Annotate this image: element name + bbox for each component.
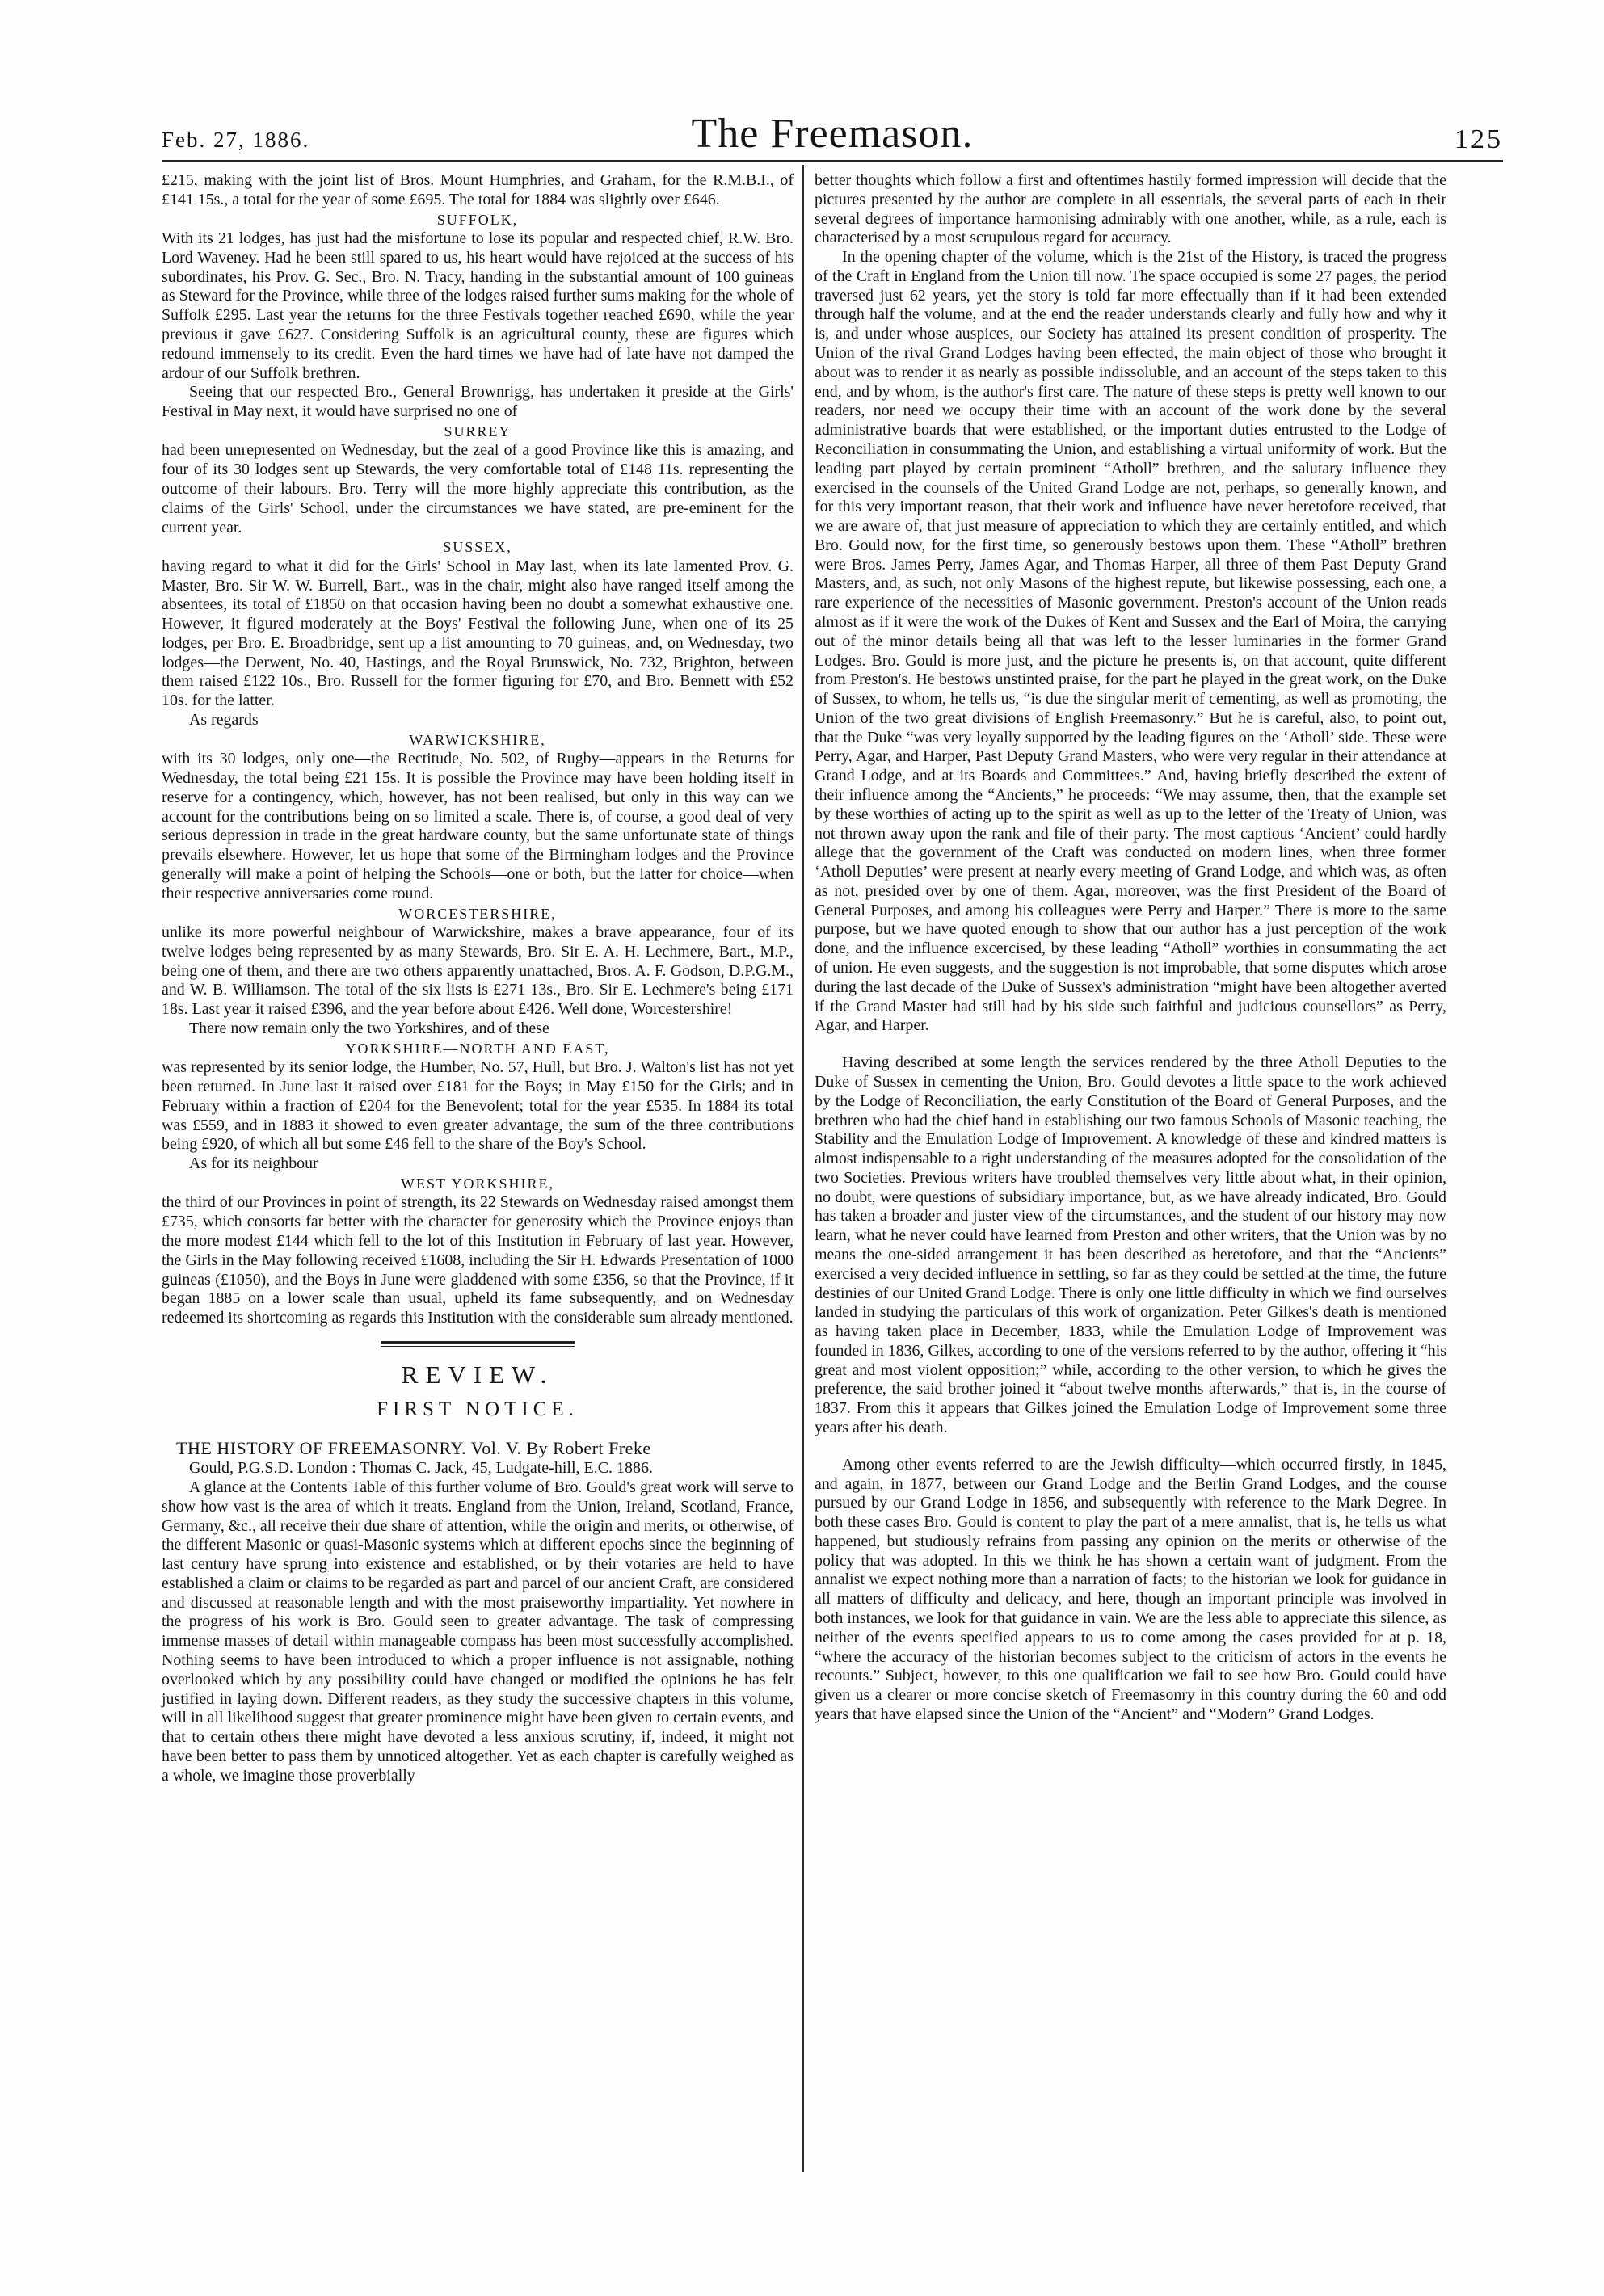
suffolk-paragraph: With its 21 lodges, has just had the misfortune to lose its popular and respected chief, R.W. Bro. Lord Waveney. Had he been still spared to us, his heart would have rejoiced at the success of his subordinates, his Prov. G. Sec., Bro. N. Tracy, handing in the substantial amount of 100 guineas as Steward for the Province, while three of the lodges raised further sums making for the whole of Suffolk £295. Last year the returns for the three Festivals together reached £690, while the year previous it gave £627. Considering Suffolk is an agricultural county, these are figures which redound immensely to its credit. Even the hard times we have had of late have not damped the ardour of our Suffolk brethren.: [162, 229, 794, 382]
section-heading-sussex: SUSSEX,: [443, 539, 512, 556]
column-divider: [802, 165, 804, 2172]
intro-paragraph: £215, making with the joint list of Bros. Mount Humphries, and Graham, for the R.M.B.I., of £141 15s., a total for the year of some £695. The total for 1884 was slightly over £646.: [162, 171, 794, 208]
yorkshires-line: There now remain only the two Yorkshires, and of these: [189, 1019, 549, 1037]
west-yorkshire-paragraph: the third of our Provinces in point of strength, its 22 Stewards on Wednesday raised amongst them £735, which consorts far better with the character for generosity which the Province enjoys than the more modest £144 which fell to the lot of this Institution in February of last year. However, the Girls in the May following received £1608, including the Sir H. Edwards Presentation of 1000 guineas (£1050), and the Boys in June were gladdened with some £356, so that the Province, if it began 1885 on a lower scale than usual, upheld its fame subsequently, and on Wednesday redeemed its shortcoming as regards this Institution with the considerable sum already mentioned.: [162, 1193, 794, 1327]
book-details: Gould, P.G.S.D. London : Thomas C. Jack, 45, Ludgate-hill, E.C. 1886.: [189, 1459, 654, 1478]
sussex-paragraph: having regard to what it did for the Girls' School in May last, when its late lamented Prov. G. Master, Bro. Sir W. W. Burrell, Bart., was in the chair, might also have ranged itself among the absentees, its total of £1850 on that occasion having been no doubt a somewhat exhaustive one. However, it figured moderately at the Boys' Festival the following June, when one of its 25 lodges, per Bro. E. Broadbridge, sent up a list amounting to 70 guineas, and, on Wednesday, two lodges—the Derwent, No. 40, Hastings, and the Royal Brunswick, No. 732, Brighton, between them raised £122 10s., Bro. Russell for the former figuring for £70, and Bro. Bennett with £52 10s. for the latter.: [162, 557, 794, 710]
yorkshire-north-east-paragraph: was represented by its senior lodge, the Humber, No. 57, Hull, but Bro. J. Walton's list has not yet been returned. In June last it raised over £181 for the Boys; in May £150 for the Girls; and in February within a fraction of £204 for the Benevolent; total for the year £535. In 1884 its total was £559, and in 1883 it showed to even greater advantage, the sum of the three contributions being £920, of which all but some £46 fell to the share of the Boy's School.: [162, 1058, 794, 1154]
review-paragraph-union: In the opening chapter of the volume, which is the 21st of the History, is traced the progress of the Craft in England from the Union till now. The space occupied is some 27 pages, the period traversed just 62 years, yet the story is told far more effectually than if it had been extended through half the volume, and at the end the reader understands clearly and fully how and why it is, and under whose auspices, our Society has attained its present condition of prosperity. The Union of the rival Grand Lodges having been effected, the main object of those who brought it about was to render it as nearly as possible indissoluble, and an account of the steps taken to this end, and by whom, is the author's first care. The nature of these steps is pretty well known to our readers, nor need we occupy their time with an account of the work done by the several administrative boards that were established, or the important duties entrusted to the Lodge of Reconciliation in consummating the Union, and establishing a virtual uniformity of work. But the leading part played by certain prominent “Atholl” brethren, and the salutary influence they exercised in the counsels of the United Grand Lodge are not, perhaps, so generally known, and for this very important reason, that their work and influence have never heretofore received, that we are aware of, that just measure of appreciation to which they are certainly entitled, and which Bro. Gould now, for the first time, so generously bestows upon them. These “Atholl” brethren were Bros. James Perry, James Agar, and Thomas Harper, all three of them Past Deputy Grand Masters, and, as such, not only Masons of the highest repute, but likewise possessing, each one, a rare experience of the necessities of Masonic government. Preston's account of the Union reads almost as if it were the work of the Dukes of Kent and Sussex and the Earl of Moira, the carrying out of the minor details being all that was left to the lesser luminaries in the former Grand Lodges. Bro. Gould is more just, and the picture he presents is, on that account, quite different from Preston's. He bestows unstinted praise, for the part he played in the great work, on the Duke of Sussex, to whom, he tells us, “is due the singular merit of cementing, as well as promoting, the Union of the two great divisions of English Freemasonry.” But he is careful, also, to point out, that the Duke “was very loyally supported by the leading figures on the ‘Atholl’ side. These were Perry, Agar, and Harper, Past Deputy Grand Masters, who were very regular in their attendance at Grand Lodge, and at its Boards and Committees.” And, having briefly described the extent of their influence among the “Ancients,” he proceeds: “We may assume, then, that the example set by these worthies of acting up to the spirit as well as up to the letter of the Treaty of Union, was not thrown away upon the rank and file of their party. The most captious ‘Ancient’ could hardly allege that the government of the Craft was conducted on modern lines, when three former ‘Atholl Deputies’ were present at nearly every meeting of Grand Lodge, and which was, as often as not, presided over by one of them. Agar, moreover, was the first President of the Board of General Purposes, and among his colleagues were Perry and Harper.” There is more to the same purpose, but we have quoted enough to show that our author has a just perception of the work done, and the influence excercised, by these leading “Atholl” worthies in consummating the act of union. He even suggests, and the suggestion is not improbable, that some disputes which arose during the last decade of the Duke of Sussex's administration “might have been altogether averted if the Grand Master had still had by his side such faithful and judicious counsellors” as Perry, Agar, and Harper.: [815, 248, 1446, 1035]
as-regards-line: As regards: [189, 711, 259, 730]
page-number: 125: [1455, 124, 1503, 154]
book-title: THE HISTORY OF FREEMASONRY. Vol. V. By Robert Freke: [176, 1437, 651, 1458]
review-paragraph-atholl-deputies: Having described at some length the services rendered by the three Atholl Deputies to the Duke of Sussex in cementing the Union, Bro. Gould devotes a little space to the work achieved by the Lodge of Reconciliation, the early Constitution of the Board of General Purposes, and the brethren who had the chief hand in establishing our two famous Schools of Masonic teaching, the Stability and the Emulation Lodge of Improvement. A knowledge of these and kindred matters is almost indispensable to a right understanding of the measures adopted for the consolidation of the two Societies. Previous writers have troubled themselves very little about what, in their opinion, no doubt, were questions of subsidiary importance, but, as we have already indicated, Bro. Gould has taken a broader and juster view of the circumstances, and the student of our history may now learn, what he never could have learned from Preston and other writers, that the Union was by no means the one-sided arrangement it has been described as heretofore, and that the “Ancients” exercised a very decided influence in settling, so far as they could be settled at the time, the future destinies of our United Grand Lodge. There is only one little difficulty in which we find ourselves landed in studying the particulars of this work of organization. Peter Gilkes's death is mentioned as having taken place in December, 1833, while the Emulation Lodge of Improvement was founded in 1836, Gilkes, according to one of the versions referred to by the author, offering it “his great and most violent opposition;” while, according to the other version, to which he gives the preference, the said brother joined it “about twelve months afterwards,” that is, in the course of 1837. From this it appears that Gilkes joined the Emulation Lodge of Improvement some three years after his death.: [815, 1053, 1446, 1436]
section-heading-yorkshire-north-east: YORKSHIRE—NORTH AND EAST,: [345, 1040, 610, 1057]
section-heading-warwickshire: WARWICKSHIRE,: [409, 731, 546, 748]
review-paragraph-continued: better thoughts which follow a first and oftentimes hastily formed impression will decide that the pictures presented by the author are complete in all essentials, the several parts of each in their several degrees of importance harmonising admirably with one another, while, as a rule, each is characterised by a most scrupulous regard for accuracy.: [815, 171, 1446, 247]
warwickshire-paragraph: with its 30 lodges, only one—the Rectitude, No. 502, of Rugby—appears in the Returns for Wednesday, the total being £21 15s. It is possible the Province may have been holding itself in reserve for a contingency, which, however, has not been realised, but only in this way can we account for the contributions being on so limited a scale. There is, of course, a good deal of very serious depression in trade in the great hardware county, but the same unfortunate state of things prevails elsewhere. However, let us hope that some of the Birmingham lodges and the Province generally will make a point of helping the Schools—one or both, but the latter for choice—when their respective anniversaries come round.: [162, 750, 794, 902]
masthead-rule: [162, 160, 1503, 162]
section-heading-worcestershire: WORCESTERSHIRE,: [398, 905, 557, 922]
surrey-paragraph: had been unrepresented on Wednesday, but the zeal of a good Province like this is amazing, and four of its 30 lodges sent up Stewards, the very comfortable total of £148 11s. representing the outcome of their labours. Bro. Terry will the more highly appreciate this contribution, as the claims of the Girls' School, under the circumstances we have stated, are pre-eminent for the current year.: [162, 441, 794, 536]
worcestershire-paragraph: unlike its more powerful neighbour of Warwickshire, makes a brave appearance, four of its twelve lodges being represented by as many Stewards, Bro. Sir E. A. H. Lechmere, Bart., M.P., being one of them, and there are two others apparently unattached, Bros. A. F. Godson, D.P.G.M., and W. B. Williamson. The total of the six lists is £271 13s., Bro. Sir E. Lechmere's being £171 18s. Last year it raised £396, and the year before about £426. Well done, Worcestershire!: [162, 923, 794, 1019]
newspaper-title: The Freemason.: [691, 111, 974, 157]
review-heading: REVIEW.: [401, 1360, 554, 1389]
issue-date: Feb. 27, 1886.: [162, 128, 310, 152]
neighbour-line: As for its neighbour: [189, 1154, 318, 1173]
right-column: [815, 171, 1446, 1725]
first-notice-heading: FIRST NOTICE.: [377, 1398, 579, 1420]
section-heading-west-yorkshire: WEST YORKSHIRE,: [400, 1175, 554, 1192]
left-column: [162, 171, 794, 1785]
section-heading-surrey: SURREY: [444, 423, 512, 439]
review-paragraph: A glance at the Contents Table of this further volume of Bro. Gould's great work will serve to show how vast is the area of which it treats. England from the Union, Ireland, Scotland, France, Germany, &c., all receive their due share of attention, while the origin and merits, or otherwise, of the different Masonic or quasi-Masonic systems which at different epochs since the beginning of last century have sprung into existence and established, or by their votaries are held to have established a claim or claims to be regarded as part and parcel of our ancient Craft, are considered and discussed at reasonable length and with the most praiseworthy impartiality. Yet nowhere in the progress of his work is Bro. Gould seen to greater advantage. The task of compressing immense masses of detail within manageable compass has been most successfully accomplished. Nothing seems to have been introduced to which a proper influence is not assignable, nothing overlooked which by any possibility could have changed or modified the opinions he has felt justified in laying down. Different readers, as they study the successive chapters in this volume, will in all likelihood suggest that greater prominence might have been given to certain events, and that to certain others there might have devoted a less anxious scrutiny, if, indeed, it might not have been better to pass them by unnoticed altogether. Yet as each chapter is carefully weighed as a whole, we imagine those proverbially: [162, 1478, 794, 1785]
masthead: [162, 110, 1503, 157]
brownrigg-paragraph: Seeing that our respected Bro., General Brownrigg, has undertaken it preside at the Girls' Festival in May next, it would have surprised no one of: [162, 383, 794, 421]
review-paragraph-jewish-difficulty: Among other events referred to are the Jewish difficulty—which occurred firstly, in 1845, and again, in 1877, between our Grand Lodge and the Berlin Grand Lodges, and the course pursued by our Grand Lodge in 1856, and subsequently with reference to the Mark Degree. In both these cases Bro. Gould is content to play the part of a mere annalist, that is, he tells us what happened, but studiously refrains from passing any opinion on the merits or otherwise of the policy that was adopted. In this we think he has shown a certain want of judgment. From the annalist we expect nothing more than a narration of facts; to the historian we look for guidance in all matters of difficulty and delicacy, and here, though an important principle was involved in both instances, we look for that guidance in vain. We are the less able to appreciate this silence, as neither of the events specified appears to us to come among the cases provided for at p. 18, “where the accuracy of the historian becomes subject to the criticism of actors in the events he recounts.” Subject, however, to this one qualification we fail to see how Bro. Gould could have given us a clearer or more concise sketch of Freemasonry in this country during the 60 and odd years that have elapsed since the Union of the “Ancient” and “Modern” Grand Lodges.: [815, 1455, 1446, 1723]
review-rule: [381, 1341, 575, 1347]
section-heading-suffolk: SUFFOLK,: [436, 211, 519, 228]
